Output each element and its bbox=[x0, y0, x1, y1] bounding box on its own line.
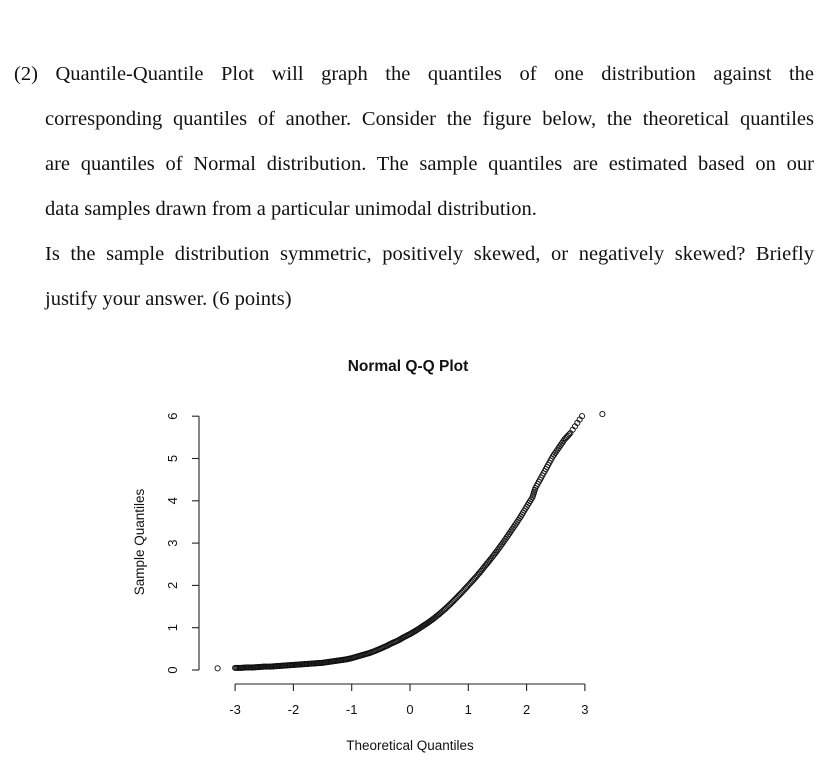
x-tick-label: 0 bbox=[406, 702, 414, 717]
y-tick-label: 3 bbox=[165, 539, 180, 547]
question-line-5: Is the sample distribution symmetric, positively skewed, or negatively skewed? Briefly bbox=[45, 243, 814, 265]
y-tick-label: 2 bbox=[165, 581, 180, 590]
x-axis-label: Theoretical Quantiles bbox=[346, 738, 474, 753]
question-line-3: are quantiles of Normal distribution. The sample quantiles are estimated based on our bbox=[45, 153, 814, 175]
y-tick-label: 5 bbox=[165, 454, 180, 463]
y-axis-label: Sample Quantiles bbox=[132, 488, 147, 596]
y-tick-label: 6 bbox=[165, 412, 180, 420]
y-tick-label: 1 bbox=[165, 624, 180, 632]
x-tick-label: 3 bbox=[581, 702, 589, 717]
question-number: (2) bbox=[14, 63, 38, 85]
y-tick-label: 4 bbox=[165, 497, 180, 505]
data-point bbox=[215, 666, 220, 671]
x-axis bbox=[229, 684, 588, 717]
x-tick-label: -3 bbox=[229, 702, 241, 717]
question-text-1: Quantile-Quantile Plot will graph the quantiles of one distribution against the bbox=[55, 63, 814, 85]
x-tick-label: 1 bbox=[464, 702, 472, 717]
x-tick-label: -1 bbox=[345, 702, 358, 717]
question-line-2: corresponding quantiles of another. Consider the figure below, the theoretical quantiles bbox=[45, 108, 814, 130]
question-line-6: justify your answer. (6 points) bbox=[45, 288, 292, 310]
x-tick-label: 2 bbox=[522, 702, 531, 717]
y-axis bbox=[165, 413, 199, 674]
question-line-4: data samples drawn from a particular unimodal distribution. bbox=[45, 198, 537, 220]
x-tick-label: -2 bbox=[287, 702, 300, 717]
data-points bbox=[215, 411, 605, 670]
data-point bbox=[600, 411, 605, 416]
chart-title: Normal Q-Q Plot bbox=[347, 358, 469, 375]
y-tick-label: 0 bbox=[165, 666, 180, 674]
